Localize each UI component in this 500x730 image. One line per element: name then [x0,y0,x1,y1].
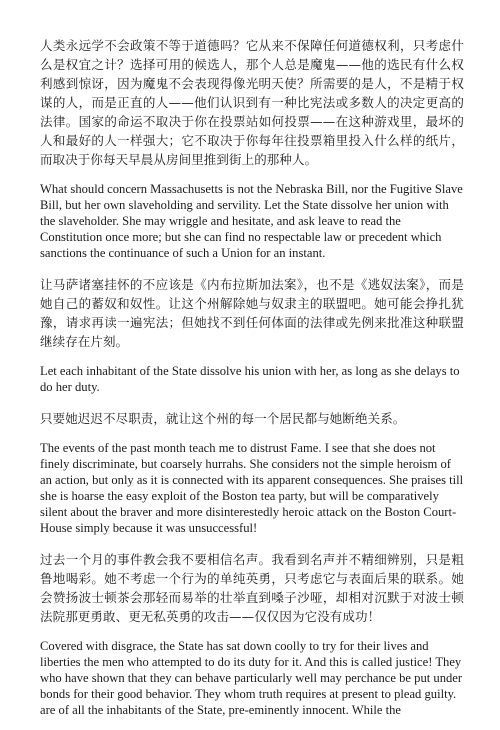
paragraph-zh-3: 只要她迟迟不尽职责，就让这个州的每一个居民都与她断绝关系。 [40,411,406,426]
paragraph-en-3: The events of the past month teach me to distrust Fame. I see that she does not finely discriminate, but coarsely hurrahs. She considers not the simple heroism of an action, but only as it is connected with its apparent consequences. She praises till she is hoarse the easy exploit of the Boston tea party, but will be comparatively silent about the braver and more disinterestedly heroic attack on the Boston Court-House simply because it was unsuccessful! [40,441,464,535]
document-page [40,36,464,730]
paragraph-zh-1: 人类永远学不会政策不等于道德吗？它从来不保障任何道德权利，只考虑什么是权宜之计？选择可用的候选人，那个人总是魔鬼——他的选民有什么权利感到惊讶，因为魔鬼不会表现得像光明天使？所需要的是人，不是精于权谋的人，而是正直的人——他们认识到有一种比宪法或多数人的决定更高的法律。国家的命运不取决于你在投票站如何投票——在这种游戏里，最坏的人和最好的人一样强大；它不取决于你每年往投票箱里投入什么样的纸片，而取决于你每天早晨从房间里推到街上的那种人。 [40,38,464,167]
paragraph-en-4: Covered with disgrace, the State has sat down coolly to try for their lives and liberties the men who attempted to do its duty for it. And this is called justice! They who have shown that they can behave particularly well may perchance be put under bonds for their good behavior. They whom truth requires at present to plead guilty. are of all the inhabitants of the State, pre-eminently innocent. While the [40,639,463,717]
paragraph-zh-2: 让马萨诸塞挂怀的不应该是《内布拉斯加法案》，也不是《逃奴法案》，而是她自己的蓄奴和奴性。让这个州解除她与奴隶主的联盟吧。她可能会挣扎犹豫，请求再读一遍宪法；但她找不到任何体面的法律或先例来批准这种联盟继续存在片刻。 [40,277,464,349]
paragraph-zh-4: 过去一个月的事件教会我不要相信名声。我看到名声并不精细辨别，只是粗鲁地喝彩。她不考虑一个行为的单纯英勇，只考虑它与表面后果的联系。她会赞扬波士顿茶会那轻而易举的壮举直到嗓子沙哑，却相对沉默于对波士顿法院那更勇敢、更无私英勇的攻击——仅仅因为它没有成功！ [40,552,464,624]
paragraph-en-1: What should concern Massachusetts is not the Nebraska Bill, nor the Fugitive Slave Bill, but her own slaveholding and servility. Let the State dissolve her union with the slaveholder. She may wriggle and hesitate, and ask leave to read the Constitution once more; but she can find no respectable law or precedent which sanctions the continuance of such a Union for an instant. [40,182,463,260]
paragraph-en-2: Let each inhabitant of the State dissolve his union with her, as long as she delays to do her duty. [40,364,460,394]
